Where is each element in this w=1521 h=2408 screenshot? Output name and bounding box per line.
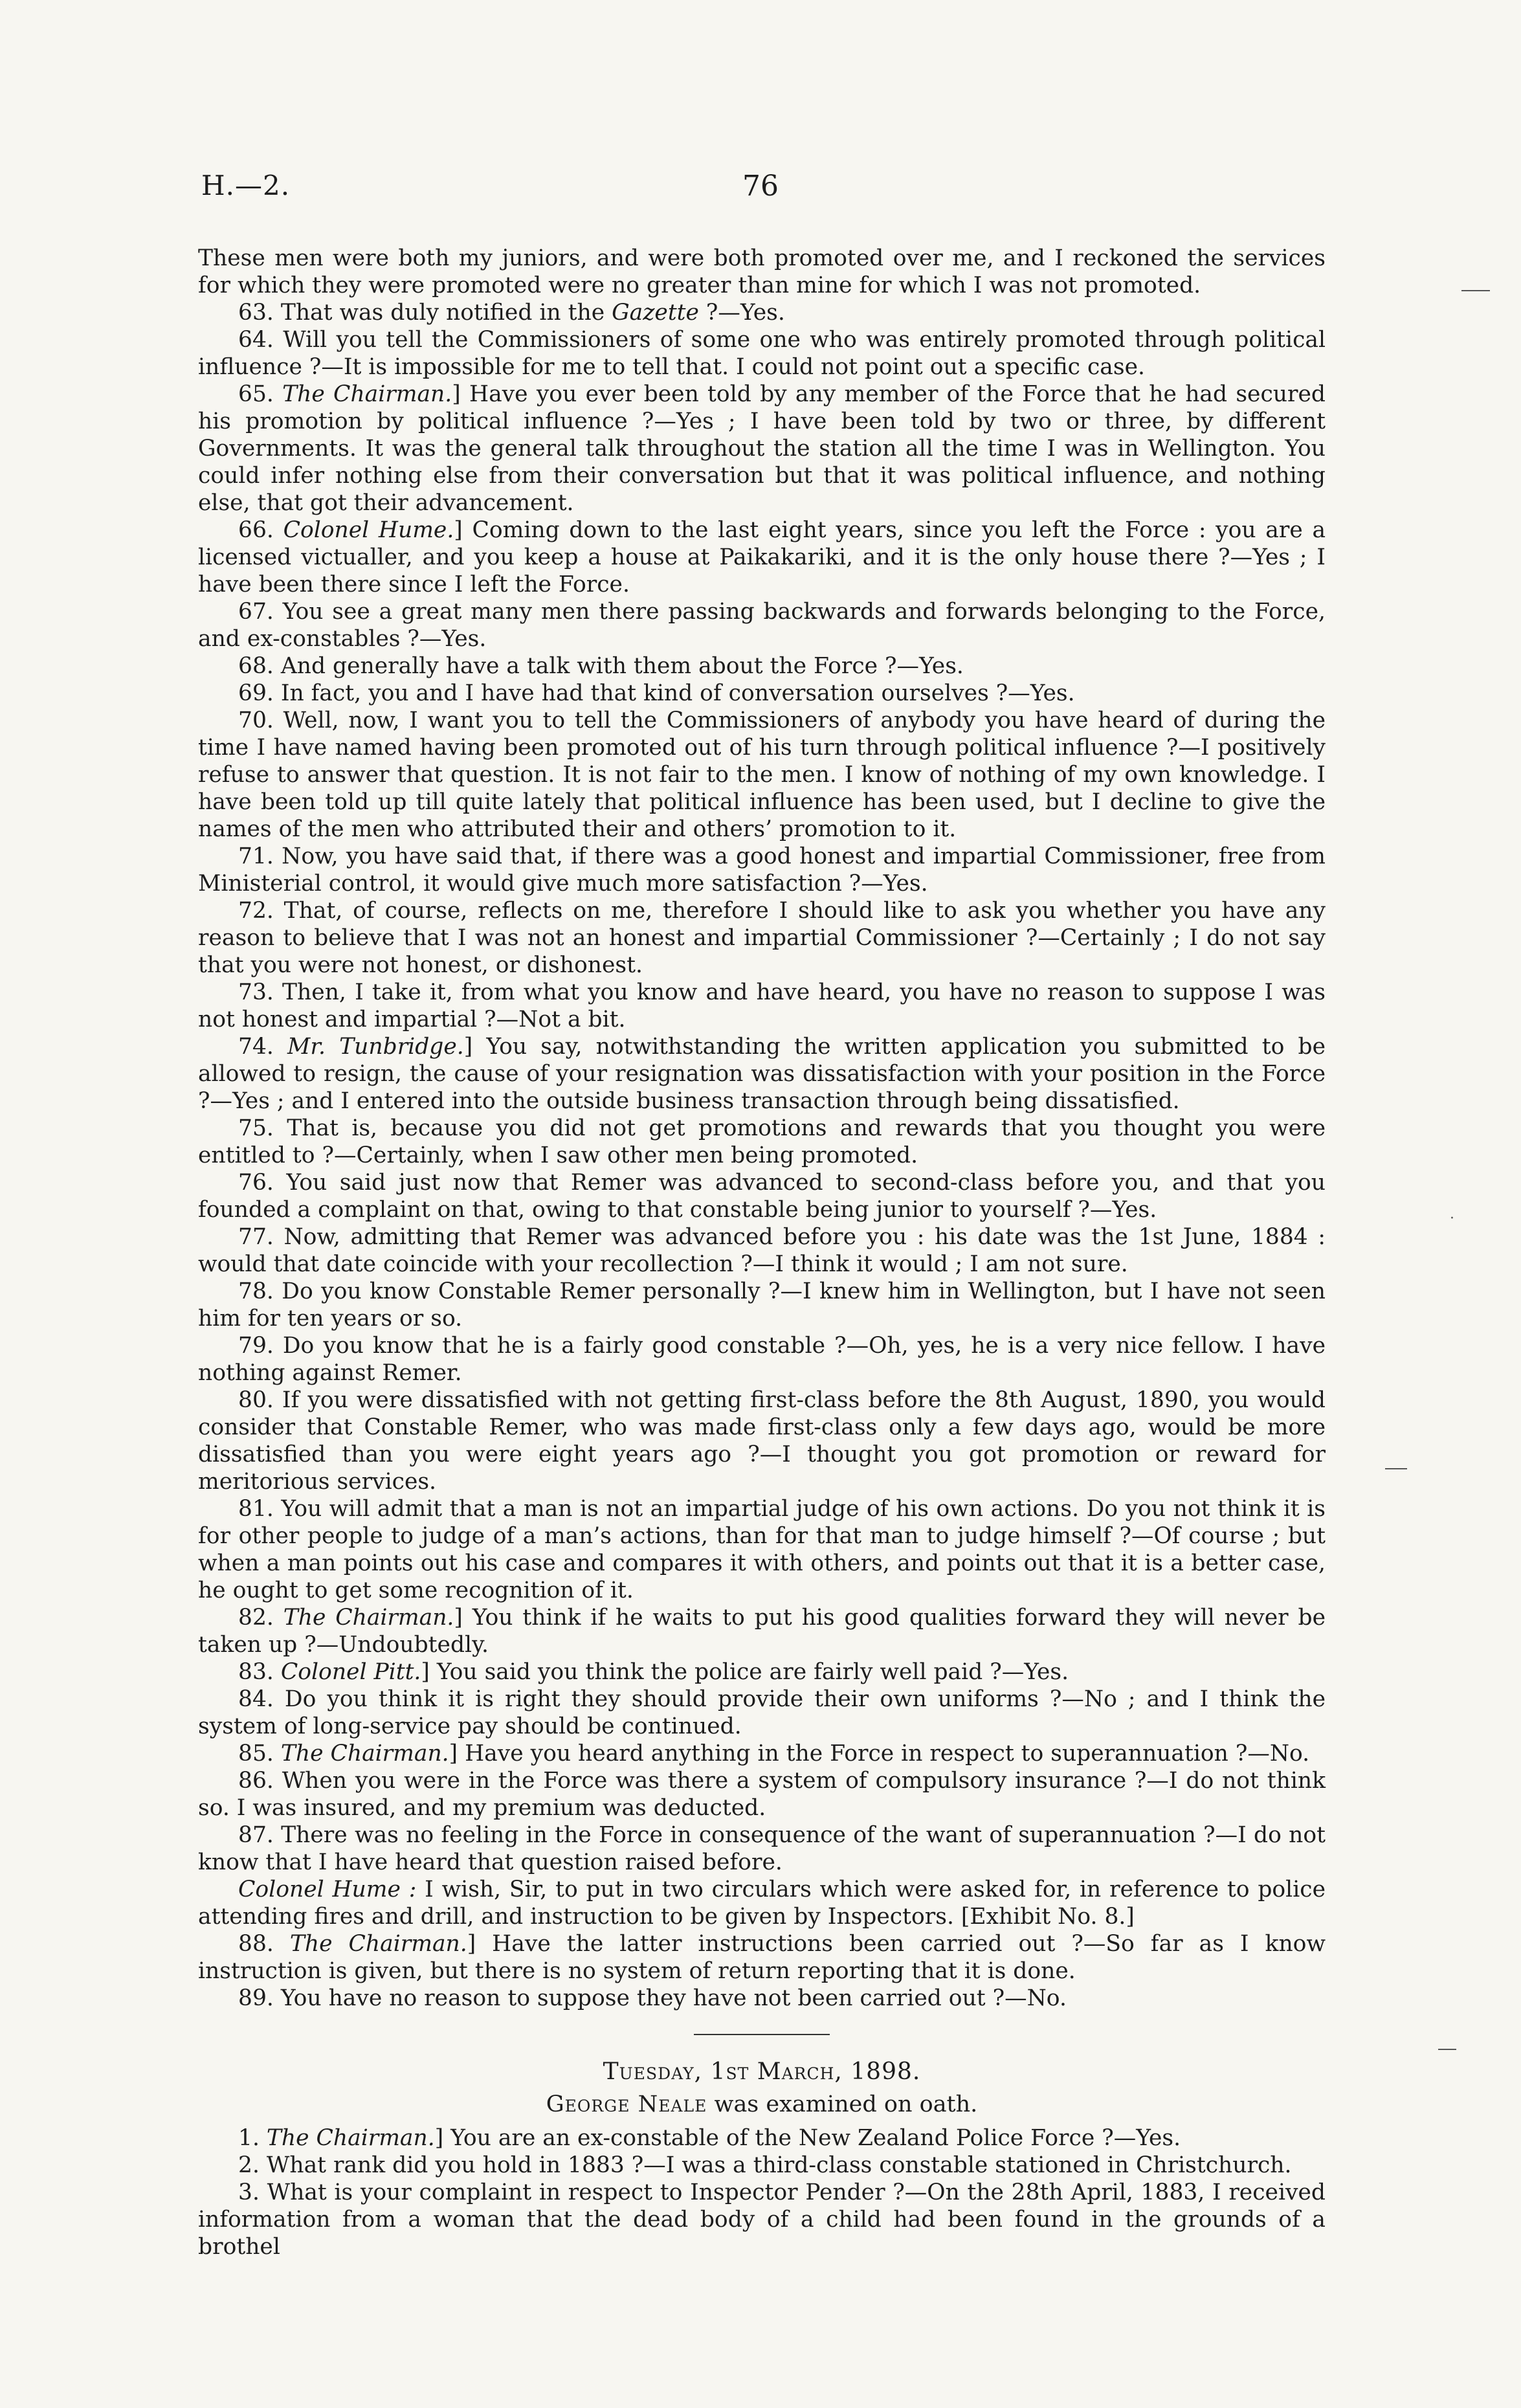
evidence-paragraph xyxy=(198,2124,1326,2152)
paragraph-text: ] Have you heard anything in the Force in respect to superannuation ?—No. xyxy=(449,1741,1310,1767)
witness-name: George Neale xyxy=(546,2091,707,2117)
paragraph-text: 63. That was duly notified in the xyxy=(238,300,612,326)
paragraph-text: ?—Yes. xyxy=(698,300,785,326)
evidence-paragraph xyxy=(198,299,1326,326)
italic-text: Colonel Hume. xyxy=(283,517,454,543)
italic-text: Gazette xyxy=(612,300,699,326)
evidence-paragraph xyxy=(198,843,1326,897)
evidence-paragraph xyxy=(198,326,1326,381)
paragraph-text: 69. In fact, you and I have had that kind of conversation ourselves ?—Yes. xyxy=(238,680,1075,706)
paragraph-text: 66. xyxy=(238,517,283,543)
evidence-paragraph xyxy=(198,2179,1326,2260)
page-number: 76 xyxy=(742,170,779,203)
evidence-paragraph xyxy=(198,381,1326,517)
paragraph-text: 70. Well, now, I want you to tell the Commissioners of anybody you have heard of during the time I have named having been promoted out of his turn through political influence ?—I positively refuse to answer that question. It is not fair to the men. I know of nothing of my own knowledge. I have been told up till quite lately that political influence has been used, but I decline to give the names of the men who attributed their and others’ promotion to it. xyxy=(198,708,1326,842)
paragraph-text: 68. And generally have a talk with them about the Force ?—Yes. xyxy=(238,653,964,679)
paragraph-text: I wish, Sir, to put in two circulars which were asked for, in reference to police attending fires and drill, and instruction to be given by Inspectors. [Exhibit No. 8.] xyxy=(198,1877,1326,1930)
paragraph-text: ] Have the latter instructions been carried out ?—So far as I know instruction is given, but there is no system of return reporting that it is done. xyxy=(198,1931,1326,1984)
evidence-paragraph xyxy=(198,517,1326,598)
paragraph-text: 82. xyxy=(238,1605,283,1631)
paragraph-text: 85. xyxy=(238,1741,281,1767)
evidence-paragraph xyxy=(198,1115,1326,1169)
paragraph-text: 88. xyxy=(238,1931,290,1957)
paragraph-text: ] You say, notwithstanding the written application you submitted to be allowed to resign, the cause of your resignation was dissatisfaction with your position in the Force ?—Yes ; and I entered into the outside business transaction through being dissatisfied. xyxy=(198,1034,1326,1114)
evidence-paragraph xyxy=(198,707,1326,843)
paragraph-text: 74. xyxy=(238,1034,288,1060)
paragraph-text: 81. You will admit that a man is not an impartial judge of his own actions. Do you not think it is for other people to judge of a man’s actions, than for that man to judge himself ?—Of course ; but when a man points out his case and compares it with others, and points out that it is a better case, he ought to get some recognition of it. xyxy=(198,1496,1326,1603)
paragraph-text: 78. Do you know Constable Remer personally ?—I knew him in Wellington, but I have not seen him for ten years or so. xyxy=(198,1278,1326,1332)
section-divider xyxy=(694,2034,830,2035)
paragraph-text: 73. Then, I take it, from what you know and have heard, you have no reason to suppose I was not honest and impartial ?—Not a bit. xyxy=(198,979,1326,1032)
evidence-paragraph xyxy=(198,1985,1326,2012)
evidence-part-1 xyxy=(198,245,1326,2012)
evidence-paragraph xyxy=(198,680,1326,707)
evidence-paragraph xyxy=(198,652,1326,680)
paragraph-text: 67. You see a great many men there passing backwards and forwards belonging to the Force, and ex-constables ?—Yes. xyxy=(198,599,1326,652)
margin-dot: · xyxy=(1450,1210,1454,1227)
evidence-paragraph xyxy=(198,897,1326,979)
evidence-paragraph xyxy=(198,979,1326,1033)
evidence-paragraph xyxy=(198,1930,1326,1985)
paragraph-text: 87. There was no feeling in the Force in consequence of the want of superannuation ?—I do not know that I have heard that question raised before. xyxy=(198,1822,1326,1875)
document-body xyxy=(198,245,1326,2260)
evidence-paragraph xyxy=(198,1876,1326,1930)
paragraph-text: 79. Do you know that he is a fairly good constable ?—Oh, yes, he is a very nice fellow. I have nothing against Remer. xyxy=(198,1333,1326,1386)
evidence-paragraph xyxy=(198,1223,1326,1278)
evidence-paragraph xyxy=(198,1495,1326,1604)
evidence-paragraph xyxy=(198,1740,1326,1767)
page-header xyxy=(196,170,1325,215)
paragraph-text: ] Have you ever been told by any member of the Force that he had secured his promotion by political influence ?—Yes ; I have been told by two or three, by different Governments. It was the general talk throughout the station all the time I was in Wellington. You could infer nothing else from their conversation but that it was political influence, and nothing else, that got their advancement. xyxy=(198,381,1326,516)
paragraph-text: 71. Now, you have said that, if there was a good honest and impartial Commissioner, free from Ministerial control, it would give much more satisfaction ?—Yes. xyxy=(198,843,1326,897)
italic-text: Colonel Pitt. xyxy=(280,1659,421,1685)
italic-text: The Chairman. xyxy=(282,381,452,407)
italic-text: The Chairman. xyxy=(289,1931,467,1957)
evidence-paragraph xyxy=(198,1767,1326,1822)
paragraph-text: ] Coming down to the last eight years, since you left the Force : you are a licensed victualler, and you keep a house at Paikakariki, and it is the only house there ?—Yes ; I have been there since I left the Force. xyxy=(198,517,1326,597)
evidence-part-2 xyxy=(198,2124,1326,2260)
evidence-paragraph xyxy=(198,598,1326,652)
paragraph-text: 80. If you were dissatisfied with not getting first-class before the 8th August, 1890, you would consider that Constable Remer, who was made first-class only a few days ago, would be more dissatisfied than you were eight years ago ?—I thought you got promotion or reward for meritorious services. xyxy=(198,1387,1326,1495)
evidence-paragraph xyxy=(198,1387,1326,1495)
evidence-paragraph xyxy=(198,1686,1326,1740)
paragraph-text: 77. Now, admitting that Remer was advanced before you : his date was the 1st June, 1884 : would that date coincide with your recollection ?—I think it would ; I am not sure. xyxy=(198,1224,1326,1277)
section-date: Tuesday, 1st March, 1898. xyxy=(603,2058,921,2085)
document-reference: H.—2. xyxy=(201,170,291,201)
paragraph-text: These men were both my juniors, and were both promoted over me, and I reckoned the services for which they were promoted were no greater than mine for which I was not promoted. xyxy=(198,245,1326,298)
paragraph-text: ] You said you think the police are fairly well paid ?—Yes. xyxy=(421,1659,1069,1685)
paragraph-text: 64. Will you tell the Commissioners of some one who was entirely promoted through political influence ?—It is impossible for me to tell that. I could not point out a specific case. xyxy=(198,327,1326,380)
evidence-paragraph xyxy=(198,245,1326,299)
evidence-paragraph xyxy=(198,2152,1326,2179)
paragraph-text: 2. What rank did you hold in 1883 ?—I was a third-class constable stationed in Christchurch. xyxy=(238,2152,1292,2178)
paragraph-text: ] You think if he waits to put his good qualities forward they will never be taken up ?—Undoubtedly. xyxy=(198,1605,1326,1658)
evidence-paragraph xyxy=(198,1033,1326,1115)
evidence-paragraph xyxy=(198,1169,1326,1223)
paragraph-text: 89. You have no reason to suppose they have not been carried out ?—No. xyxy=(238,1985,1067,2011)
witness-suffix: was examined on oath. xyxy=(707,2091,978,2117)
margin-mark xyxy=(1461,290,1490,291)
italic-text: Mr. Tunbridge. xyxy=(287,1034,464,1060)
evidence-paragraph xyxy=(198,1278,1326,1332)
italic-text: The Chairman. xyxy=(266,2125,435,2151)
paragraph-text: 86. When you were in the Force was there a system of compulsory insurance ?—I do not think so. I was insured, and my premium was deducted. xyxy=(198,1768,1326,1821)
paragraph-text: 3. What is your complaint in respect to Inspector Pender ?—On the 28th April, 1883, I received information from a woman that the dead body of a child had been found in the grounds of a brothel xyxy=(198,2179,1326,2260)
margin-mark xyxy=(1385,1468,1407,1469)
evidence-paragraph xyxy=(198,1604,1326,1658)
paragraph-text: 83. xyxy=(238,1659,281,1685)
paragraph-text: 76. You said just now that Remer was advanced to second-class before you, and that you founded a complaint on that, owing to that constable being junior to yourself ?—Yes. xyxy=(198,1170,1326,1223)
margin-mark xyxy=(1438,2049,1456,2050)
italic-text: Colonel Hume : xyxy=(238,1877,417,1902)
witness-line xyxy=(198,2091,1326,2118)
paragraph-text: 72. That, of course, reflects on me, therefore I should like to ask you whether you have any reason to believe that I was not an honest and impartial Commissioner ?—Certainly ; I do not say that you were not honest, or dishonest. xyxy=(198,898,1326,978)
paragraph-text: 65. xyxy=(238,381,283,407)
paragraph-text: 75. That is, because you did not get promotions and rewards that you thought you were entitled to ?—Certainly, when I saw other men being promoted. xyxy=(198,1115,1326,1168)
evidence-paragraph xyxy=(198,1822,1326,1876)
paragraph-text: 1. xyxy=(238,2125,267,2151)
evidence-paragraph xyxy=(198,1658,1326,1686)
paragraph-text: ] You are an ex-constable of the New Zealand Police Force ?—Yes. xyxy=(434,2125,1181,2151)
italic-text: The Chairman. xyxy=(283,1605,454,1631)
paragraph-text: 84. Do you think it is right they should provide their own uniforms ?—No ; and I think the system of long-service pay should be continued. xyxy=(198,1686,1326,1739)
italic-text: The Chairman. xyxy=(280,1741,449,1767)
evidence-paragraph xyxy=(198,1332,1326,1387)
